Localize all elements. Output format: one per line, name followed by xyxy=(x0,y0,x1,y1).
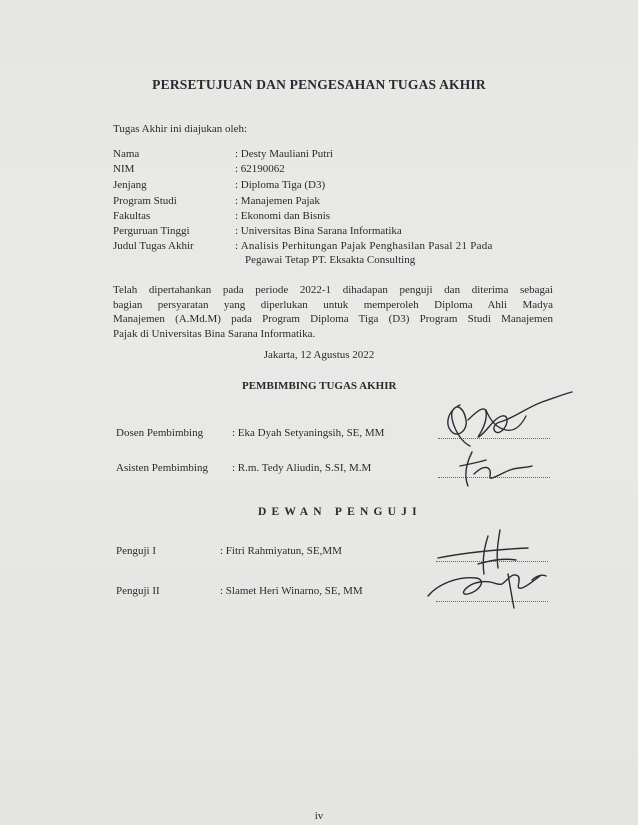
signer-label: Penguji I xyxy=(116,545,157,557)
field-value-continuation: Pegawai Tetap PT. Eksakta Consulting xyxy=(245,254,416,266)
dewan-penguji-heading: DEWAN PENGUJI xyxy=(258,506,422,518)
signer-name: : Fitri Rahmiyatun, SE,MM xyxy=(220,545,342,557)
asisten-pembimbing-row xyxy=(116,462,372,474)
signer-name: : R.m. Tedy Aliudin, S.SI, M.M xyxy=(232,462,372,474)
field-value: : Universitas Bina Sarana Informatika xyxy=(235,225,402,237)
page-title: PERSETUJUAN DAN PENGESAHAN TUGAS AKHIR xyxy=(152,77,486,92)
signer-label: Asisten Pembimbing xyxy=(116,462,208,474)
penguji-2-row xyxy=(116,585,363,597)
field-value: : Manajemen Pajak xyxy=(235,195,320,207)
field-label: Perguruan Tinggi xyxy=(113,225,190,237)
field-label: Fakultas xyxy=(113,210,151,222)
signature-penguji xyxy=(418,524,558,614)
intro-text: Tugas Akhir ini diajukan oleh: xyxy=(113,123,248,135)
field-value: : Ekonomi dan Bisnis xyxy=(235,210,331,222)
signature-asisten-pembimbing xyxy=(440,444,550,494)
field-label: Nama xyxy=(113,148,140,160)
date-place: Jakarta, 12 Agustus 2022 xyxy=(263,349,375,361)
penguji-1-row xyxy=(116,545,342,557)
paragraph-line: Manajemen (A.Md.M) pada Program Diploma Tiga (D3) Program Studi Manajemen xyxy=(113,313,553,325)
signer-name: : Slamet Heri Winarno, SE, MM xyxy=(220,585,363,597)
field-label: Jenjang xyxy=(113,179,147,191)
signer-name: : Eka Dyah Setyaningsih, SE, MM xyxy=(232,427,385,439)
field-label: Judul Tugas Akhir xyxy=(113,240,194,252)
page-number: iv xyxy=(314,810,324,822)
paragraph-line: Pajak di Universitas Bina Sarana Informatika. xyxy=(113,327,316,340)
pembimbing-heading: PEMBIMBING TUGAS AKHIR xyxy=(242,380,397,392)
paragraph-line: bagian persyaratan yang diperlukan untuk memperoleh Diploma Ahli Madya xyxy=(113,298,553,311)
field-value: : Analisis Perhitungan Pajak Penghasilan Pasal 21 Pada xyxy=(235,240,493,252)
field-value: : 62190062 xyxy=(235,163,285,175)
dosen-pembimbing-row xyxy=(116,427,385,439)
field-value: : Desty Mauliani Putri xyxy=(235,148,334,160)
field-value: : Diploma Tiga (D3) xyxy=(235,179,326,191)
field-label: NIM xyxy=(113,163,135,175)
approval-paragraph xyxy=(113,283,553,341)
field-label: Program Studi xyxy=(113,195,177,207)
paragraph-line: Telah dipertahankan pada periode 2022-1 dihadapan penguji dan diterima sebagai xyxy=(113,284,553,296)
signer-label: Penguji II xyxy=(116,585,160,597)
signer-label: Dosen Pembimbing xyxy=(116,427,204,439)
